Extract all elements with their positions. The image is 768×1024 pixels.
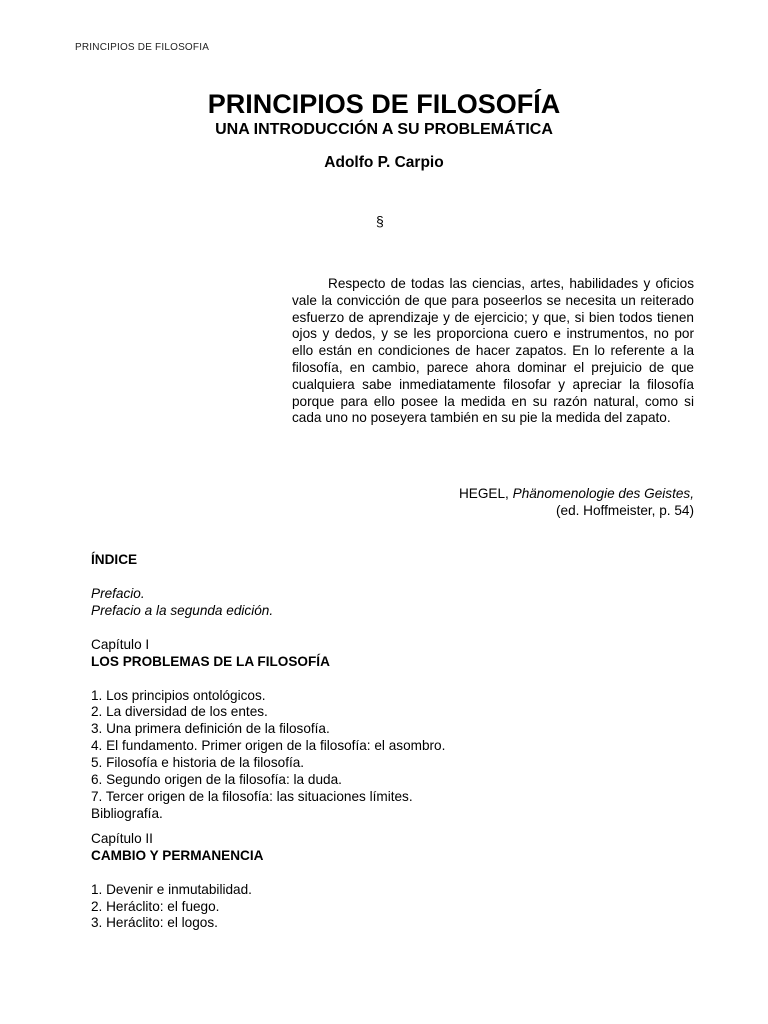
toc-item[interactable]: 2. Heráclito: el fuego. xyxy=(91,898,220,914)
toc-item[interactable]: 4. El fundamento. Primer origen de la filosofía: el asombro. xyxy=(91,738,446,754)
toc-item[interactable]: 6. Segundo origen de la filosofía: la duda. xyxy=(91,772,342,788)
epigraph-attribution xyxy=(292,485,694,519)
author: Adolfo P. Carpio xyxy=(324,154,444,171)
epigraph-text: Respecto de todas las ciencias, artes, habilidades y oficios vale la convicción de que para poseerlos se necesita un reiterado esfuerzo de aprendizaje y de ejercicio; y que, si bien todos tienen ojos y dedos, y se les proporciona cuero e instrumentos, no por ello están en condiciones de hacer zapatos. En lo referente a la filosofía, en cambio, parece ahora dominar el prejuicio de que cualquiera sabe inmediatamente filosofar y apreciar la filosofía porque para ello posee la medida en su razón natural, como si cada uno no poseyera también en su pie la medida del zapato. xyxy=(292,276,694,426)
toc-item[interactable]: 1. Devenir e inmutabilidad. xyxy=(91,881,252,897)
toc-item[interactable]: 5. Filosofía e historia de la filosofía. xyxy=(91,755,305,771)
toc-item[interactable]: 2. La diversidad de los entes. xyxy=(91,704,268,720)
table-of-contents xyxy=(91,552,691,932)
toc-item[interactable]: Bibliografía. xyxy=(91,805,163,821)
section-mark: § xyxy=(376,213,384,229)
chapter-label: Capítulo II xyxy=(91,830,153,846)
page-title: PRINCIPIOS DE FILOSOFÍA xyxy=(207,89,561,119)
page-subtitle: UNA INTRODUCCIÓN A SU PROBLEMÁTICA xyxy=(215,121,553,138)
chapter-title[interactable]: CAMBIO Y PERMANENCIA xyxy=(91,847,264,863)
toc-item[interactable]: 3. Heráclito: el logos. xyxy=(91,915,218,931)
toc-item[interactable]: 7. Tercer origen de la filosofía: las situaciones límites. xyxy=(91,788,413,804)
toc-item[interactable]: 1. Los principios ontológicos. xyxy=(91,687,266,703)
attribution-author: HEGEL, xyxy=(458,486,509,501)
toc-heading: ÍNDICE xyxy=(91,552,138,567)
chapter-label: Capítulo I xyxy=(91,636,150,652)
title-block xyxy=(0,88,768,140)
chapter-title[interactable]: LOS PROBLEMAS DE LA FILOSOFÍA xyxy=(91,653,330,669)
toc-front-matter-item[interactable]: Prefacio. xyxy=(91,585,145,601)
running-header: PRINCIPIOS DE FILOSOFIA xyxy=(75,42,210,53)
toc-front-matter-item[interactable]: Prefacio a la segunda edición. xyxy=(91,602,274,618)
attribution-edition: (ed. Hoffmeister, p. 54) xyxy=(555,503,694,518)
attribution-work: Phänomenologie des Geistes, xyxy=(512,486,694,501)
toc-item[interactable]: 3. Una primera definición de la filosofía. xyxy=(91,721,330,737)
